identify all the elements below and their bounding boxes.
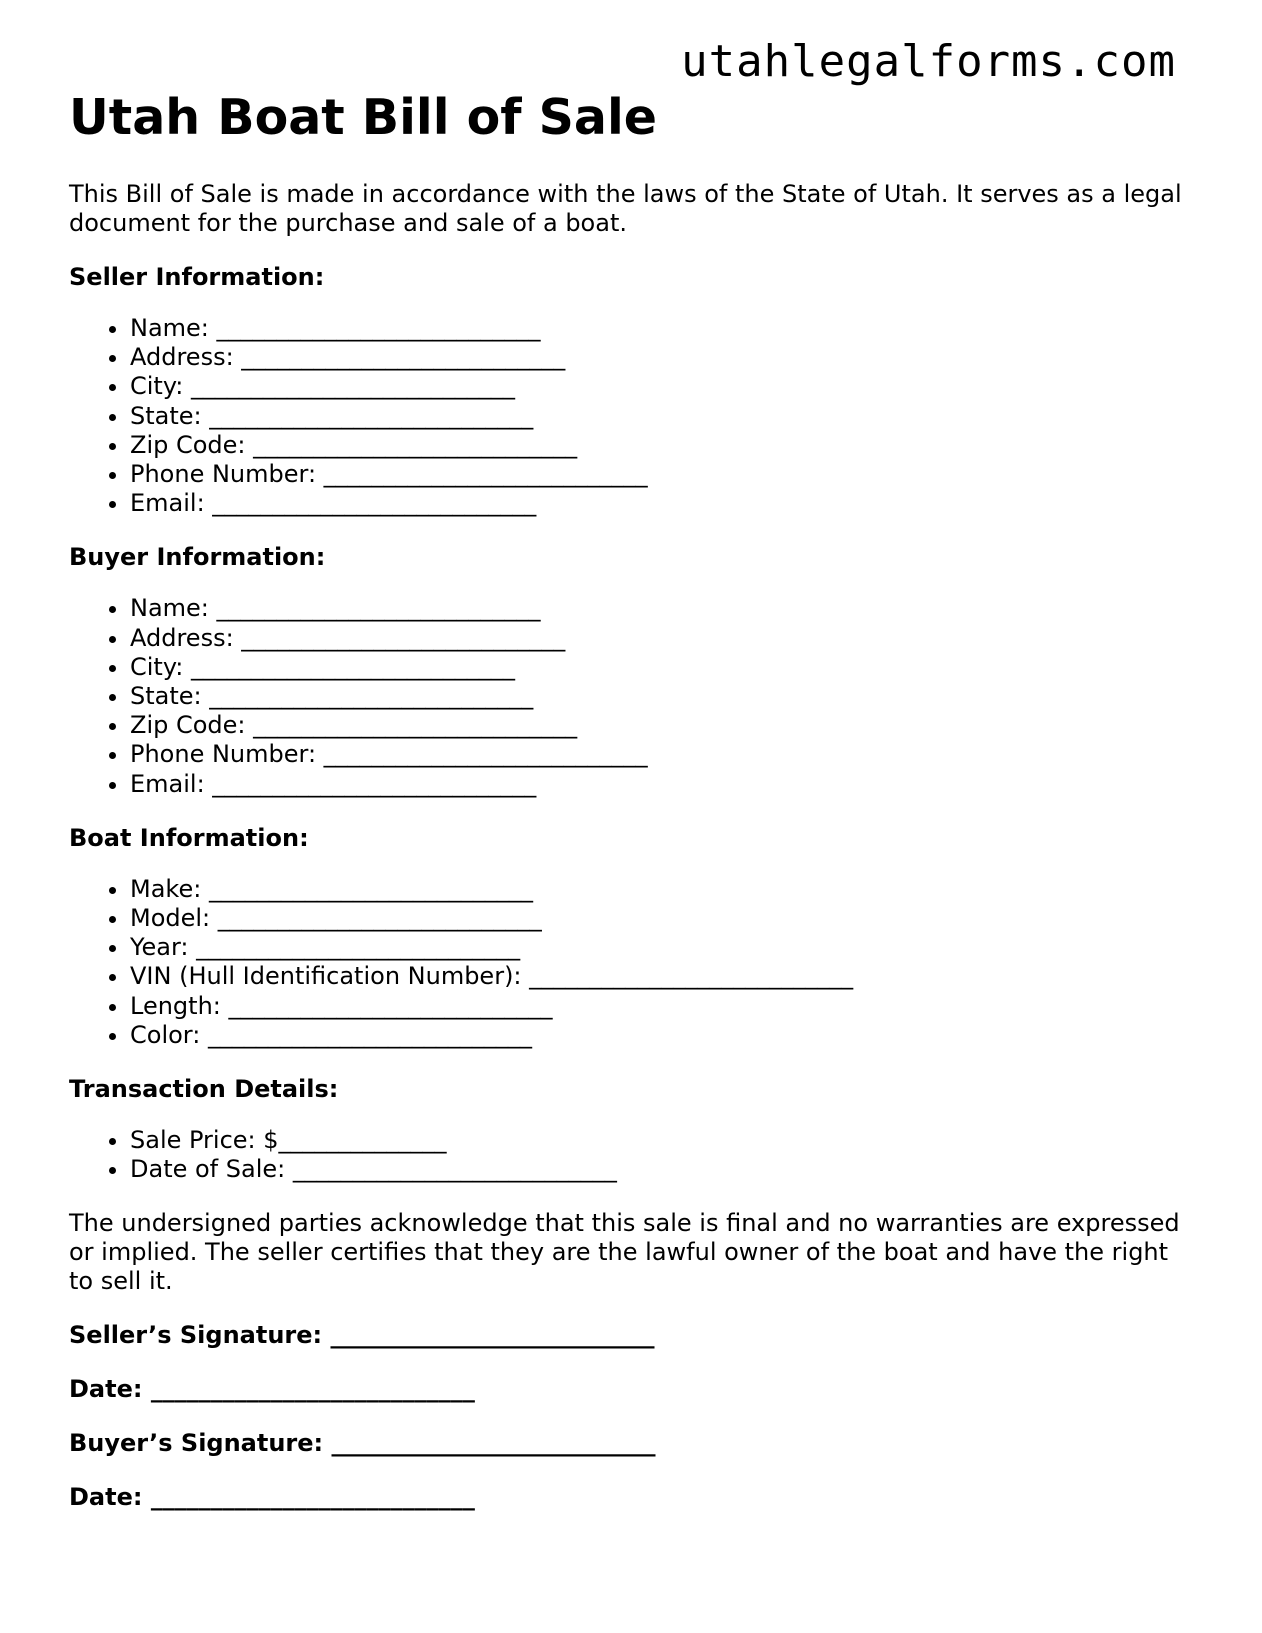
buyer-signature-field[interactable]: Buyer’s Signature: ___________________________ [69, 1429, 656, 1458]
watermark: utahlegalforms.com [681, 36, 1176, 87]
seller-fields [69, 314, 1189, 518]
boat-fields [69, 875, 1189, 1050]
boat-model-field[interactable]: • Model: ___________________________ [130, 904, 1189, 933]
boat-length-field[interactable]: • Length: ___________________________ [130, 992, 1189, 1021]
seller-email-field[interactable]: • Email: ___________________________ [130, 489, 1189, 518]
buyer-heading: Buyer Information: [69, 543, 326, 572]
buyer-city-field[interactable]: • City: ___________________________ [130, 653, 1189, 682]
seller-address-field[interactable]: • Address: ___________________________ [130, 343, 1189, 372]
boat-year-field[interactable]: • Year: ___________________________ [130, 933, 1189, 962]
boat-heading: Boat Information: [69, 823, 309, 852]
buyer-zip-field[interactable]: • Zip Code: ___________________________ [130, 711, 1189, 740]
boat-vin-field[interactable]: • VIN (Hull Identification Number): ___________________________ [130, 962, 1189, 991]
buyer-email-field[interactable]: • Email: ___________________________ [130, 770, 1189, 799]
page-title: Utah Boat Bill of Sale [69, 89, 657, 146]
transaction-fields [69, 1126, 1189, 1184]
seller-phone-field[interactable]: • Phone Number: ___________________________ [130, 460, 1189, 489]
document-body [69, 180, 1189, 1512]
seller-signature-field[interactable]: Seller’s Signature: ___________________________ [69, 1321, 655, 1350]
buyer-address-field[interactable]: • Address: ___________________________ [130, 624, 1189, 653]
seller-city-field[interactable]: • City: ___________________________ [130, 372, 1189, 401]
seller-name-field[interactable]: • Name: ___________________________ [130, 314, 1189, 343]
date-of-sale-field[interactable]: • Date of Sale: ___________________________ [130, 1155, 1189, 1184]
sale-price-field[interactable]: • Sale Price: $______________ [130, 1126, 1189, 1155]
boat-make-field[interactable]: • Make: ___________________________ [130, 875, 1189, 904]
acknowledgment-paragraph: The undersigned parties acknowledge that this sale is final and no warranties are expressed or implied. The seller certifies that they are the lawful owner of the boat and have the right to sell it. [69, 1209, 1180, 1296]
boat-color-field[interactable]: • Color: ___________________________ [130, 1021, 1189, 1050]
seller-zip-field[interactable]: • Zip Code: ___________________________ [130, 431, 1189, 460]
intro-paragraph: This Bill of Sale is made in accordance with the laws of the State of Utah. It serves as a legal document for the purchase and sale of a boat. [69, 180, 1182, 237]
seller-state-field[interactable]: • State: ___________________________ [130, 402, 1189, 431]
buyer-fields [69, 594, 1189, 798]
seller-heading: Seller Information: [69, 263, 325, 291]
seller-date-field[interactable]: Date: ___________________________ [69, 1375, 475, 1404]
transaction-heading: Transaction Details: [69, 1075, 339, 1104]
buyer-date-field[interactable]: Date: ___________________________ [69, 1483, 475, 1512]
buyer-state-field[interactable]: • State: ___________________________ [130, 682, 1189, 711]
buyer-phone-field[interactable]: • Phone Number: ___________________________ [130, 740, 1189, 769]
buyer-name-field[interactable]: • Name: ___________________________ [130, 594, 1189, 623]
